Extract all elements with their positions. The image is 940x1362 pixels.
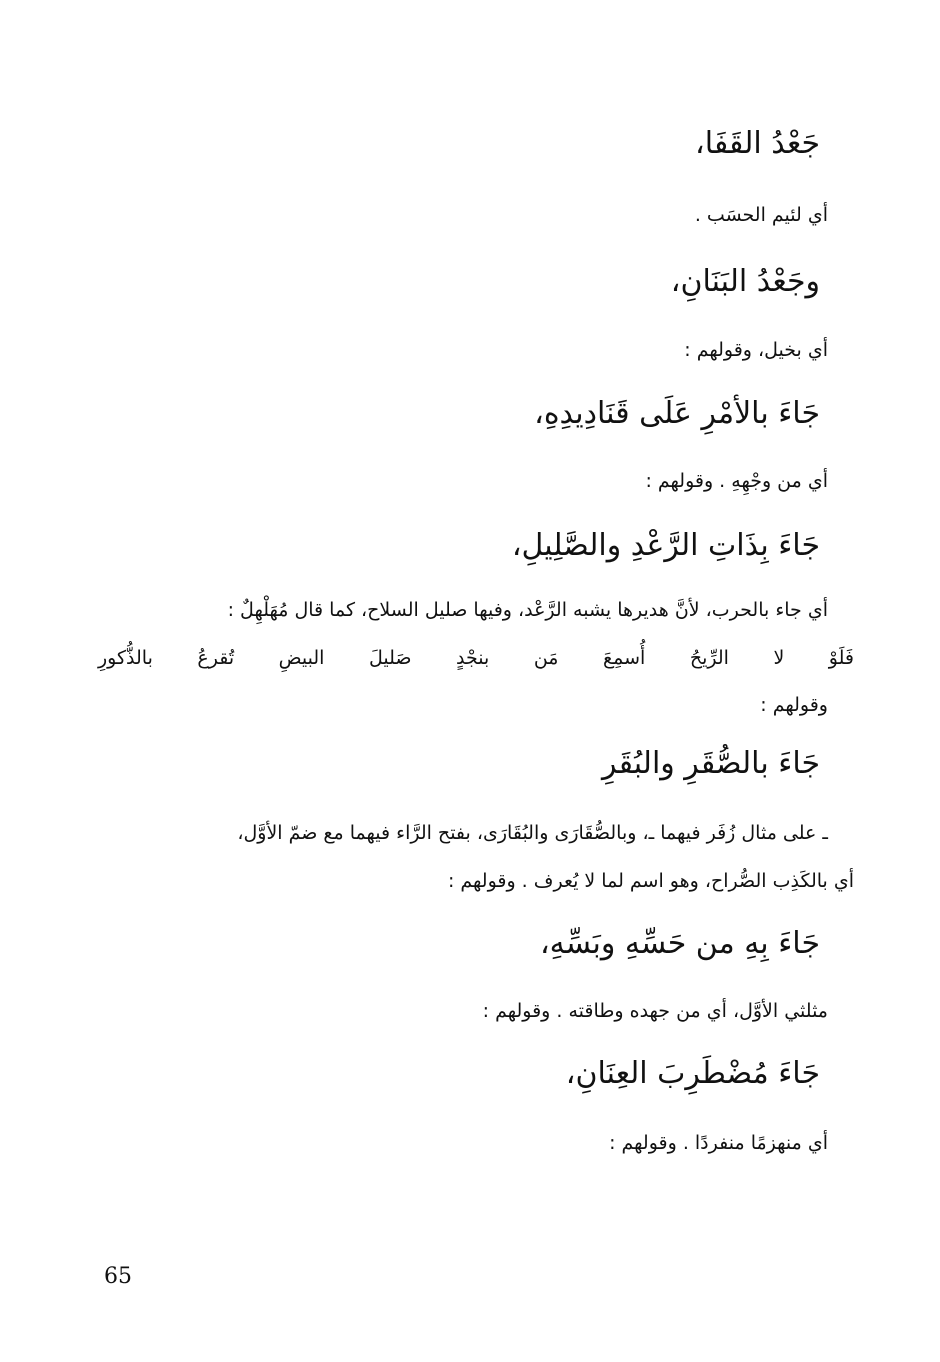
idiom-heading-4: جَاءَ بِذَاتِ الرَّعْدِ والصَّلِيلِ، (511, 528, 820, 563)
idiom-heading-2: وجَعْدُ البَنَانِ، (670, 264, 820, 299)
idiom-heading-5: جَاءَ بالصُّقَرِ والبُقَرِ (602, 746, 820, 781)
explanation-line-8: مثلثي الأوَّل، أي من جهده وطاقته . وقولهم : (482, 1000, 828, 1022)
explanation-line-6: ـ على مثال زُفَر فيهما ـ، وبالصُّقَارَى والبُقَارَى، بفتح الرَّاء فيهما مع ضمّ الأوَّل، (237, 822, 828, 844)
page-number: 65 (104, 1264, 132, 1289)
explanation-line-3: أي من وجْهِهِ . وقولهم : (645, 470, 828, 492)
idiom-heading-6: جَاءَ بِهِ من حَسِّهِ وبَسِّهِ، (539, 926, 820, 961)
explanation-line-9: أي منهزمًا منفردًا . وقولهم : (609, 1132, 828, 1154)
explanation-line-2: أي بخيل، وقولهم : (684, 339, 828, 361)
explanation-line-7: أي بالكَذِب الصُّراح، وهو اسم لما لا يُعرف . وقولهم : (447, 870, 854, 892)
poetry-verse: فَلَوْ لا الرِّيحُ أُسمِعَ مَن بنجْدٍ صَليلَ البيضِ تُقرعُ بالذُّكورِ (98, 647, 854, 669)
idiom-heading-1: جَعْدُ القَفَا، (695, 126, 820, 161)
idiom-heading-3: جَاءَ بالأمْرِ عَلَى قَنَادِيدِهِ، (534, 396, 820, 431)
explanation-line-1: أي لئيم الحسَب . (694, 204, 828, 226)
explanation-line-4: أي جاء بالحرب، لأنَّ هديرها يشبه الرَّعْد، وفيها صليل السلاح، كما قال مُهَلْهِلٌ : (227, 599, 828, 621)
idiom-heading-7: جَاءَ مُضْطَرِبَ العِنَانِ، (565, 1056, 820, 1091)
explanation-line-5: وقولهم : (760, 694, 828, 716)
